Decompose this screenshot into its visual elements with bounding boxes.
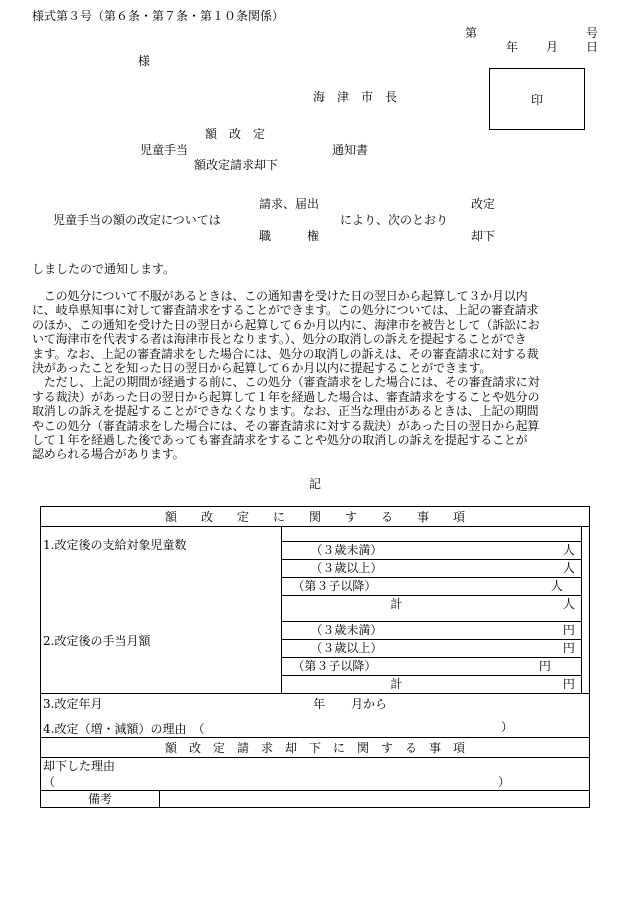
amount-row-under3 [282, 621, 581, 640]
amount-row-third-child [282, 658, 581, 676]
notice-line: して１年を経過した後であっても審査請求をすることや処分の取消しの訴えを提起することが [32, 433, 528, 448]
remarks-row [41, 791, 590, 808]
form-id: 様式第３号（第６条・第７条・第１０条関係） [32, 9, 285, 23]
date-day: 日 [586, 40, 599, 54]
notice-line: やこの処分（審査請求をした場合には、その審査請求に対する裁決）があった日の翌日から起算 [32, 418, 540, 433]
count-unit: 人 [550, 579, 563, 593]
reject-close: ） [498, 775, 511, 789]
title-prefix: 児童手当 [140, 143, 189, 157]
count-row-total [282, 596, 581, 613]
count-label: （第３子以降） [292, 579, 377, 593]
count-label: （３歳以上） [310, 561, 383, 575]
item3-label: 3.改定年月 [43, 696, 103, 711]
item2-amounts [282, 613, 582, 694]
issuer: 海 津 市 長 [313, 90, 398, 104]
count-row-over3 [282, 560, 581, 578]
count-unit: 人 [562, 561, 575, 575]
amount-unit: 円 [562, 641, 575, 655]
notice-line: いて海津市を代表する者は海津市長となります。）、処分の取消しの訴えを提起することができ [32, 332, 527, 347]
amount-row-over3 [282, 640, 581, 658]
notice-line: ます。なお、上記の審査請求をした場合には、処分の取消しの訴えは、その審査請求に対する裁 [32, 346, 539, 361]
amount-label: （第３子以降） [292, 659, 377, 673]
seal-mark: 印 [530, 93, 543, 107]
notice-paragraph-1 [32, 289, 602, 462]
count-unit: 人 [562, 543, 575, 557]
item4-close: ） [501, 720, 514, 734]
notice-line: 取消しの訴えを提起することができなくなります。なお、正当な理由があるときは、上記の期間 [32, 404, 539, 419]
recipient-sama: 様 [138, 54, 151, 68]
notice-line: この処分について不服があるときは、この通知書を受けた日の翌日から起算して３か月以内 [32, 289, 528, 303]
item4-label: 4.改定（増・減額）の理由 （ [43, 722, 205, 736]
statement-middle: により、次のとおり [340, 213, 449, 227]
statement-subject: 児童手当の額の改定については [53, 213, 221, 227]
amount-row-total [282, 676, 581, 693]
ki-heading: 記 [309, 477, 322, 491]
amount-label: 計 [390, 677, 403, 691]
item2-label: 2.改定後の手当月額 [41, 613, 282, 694]
amount-unit: 円 [562, 623, 575, 637]
seal-box [489, 68, 585, 130]
title-suffix: 通知書 [332, 143, 369, 157]
date-year: 年 [506, 40, 519, 54]
amount-unit: 円 [538, 659, 551, 673]
reject-open: （ [43, 775, 56, 789]
notice-line: する裁決）があった日の翌日から起算して１年を経過した場合は、審査請求をすることや処分の [32, 389, 540, 404]
date-month: 月 [546, 40, 559, 54]
result-option-kyakka: 却下 [471, 229, 496, 243]
reason-option-request: 請求、届出 [259, 197, 320, 211]
count-label: 計 [390, 597, 403, 611]
count-row-under3 [282, 541, 581, 560]
item3-month: 月から [351, 696, 388, 711]
remarks-label: 備考 [41, 791, 160, 807]
result-option-kaitei: 改定 [471, 197, 496, 211]
reject-label: 却下した理由 [43, 759, 116, 773]
remarks-field [160, 791, 589, 807]
amount-unit: 円 [562, 677, 575, 691]
notice-line: 認められる場合があります。 [32, 447, 185, 462]
amount-label: （３歳未満） [310, 623, 383, 637]
details-table [40, 506, 590, 808]
item3-row [41, 694, 590, 714]
count-unit: 人 [562, 597, 575, 611]
notice-line: のほか、この通知を受けた日の翌日から起算して６か月以内に、海津市を被告として（訴訟にお [32, 317, 540, 332]
reject-row [41, 758, 590, 791]
number-go: 号 [586, 26, 599, 40]
count-row-third-child [282, 578, 581, 596]
notice-line: ただし、上記の期間が経過する前に、この処分（審査請求をした場合には、その審査請求に対 [32, 375, 540, 390]
statement-closing: しましたので通知します。 [32, 262, 176, 276]
reason-option-ex-officio: 職 権 [259, 229, 320, 243]
notice-line: に、岐阜県知事に対して審査請求をすることができます。この処分については、上記の審査請求 [32, 303, 539, 318]
item1-counts [282, 527, 582, 614]
notice-line: 決があったことを知った日の翌日から起算して６か月以内に提起することができます。 [32, 361, 492, 376]
item4-row [41, 713, 590, 738]
section-header-kyakka: 額 改 定 請 求 却 下 に 関 す る 事 項 [41, 738, 590, 758]
item3-year: 年 [313, 696, 326, 711]
number-dai: 第 [465, 26, 478, 40]
count-label: （３歳未満） [310, 543, 383, 557]
title-option-kaitei: 額 改 定 [205, 127, 266, 141]
amount-label: （３歳以上） [310, 641, 383, 655]
section-header-kaitei: 額 改 定 に 関 す る 事 項 [41, 507, 590, 527]
title-option-kyakka: 額改定請求却下 [194, 158, 279, 172]
item1-label: 1.改定後の支給対象児童数 [41, 527, 282, 614]
